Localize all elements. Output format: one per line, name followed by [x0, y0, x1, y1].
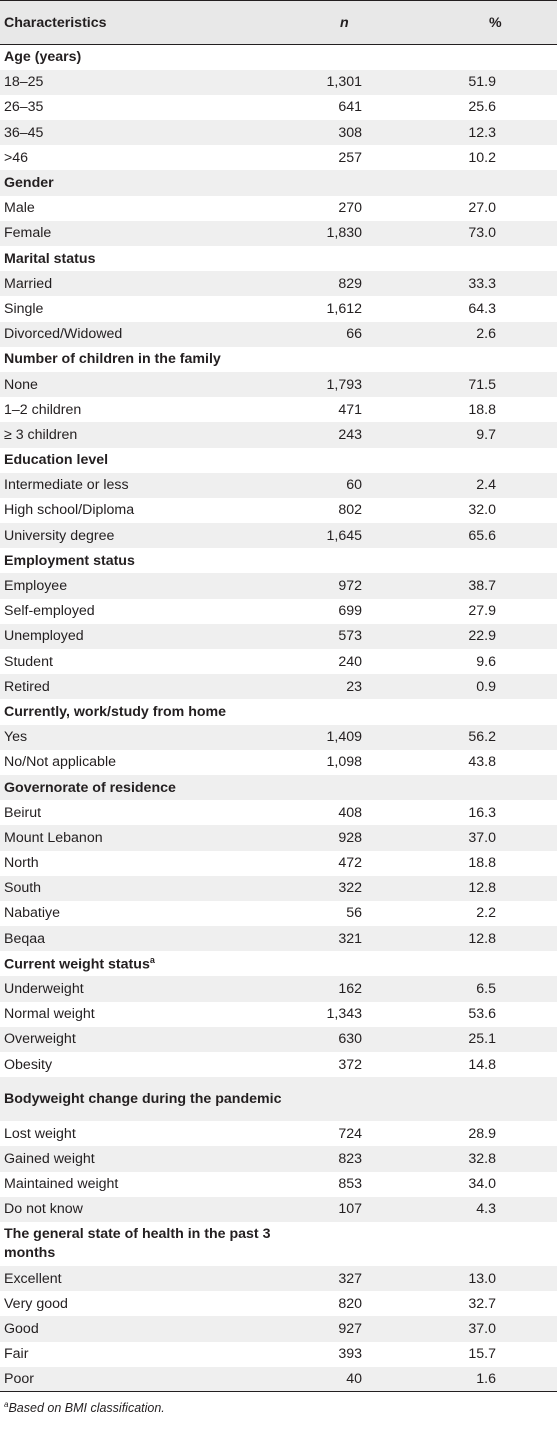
row-label: University degree [4, 527, 115, 544]
row-n-value: 1,301 [326, 74, 362, 91]
row-n-value: 23 [346, 678, 362, 695]
row-label: Employee [4, 578, 68, 595]
row-n-cell [300, 397, 420, 422]
row-percent-cell [420, 498, 557, 523]
row-percent-cell [420, 271, 557, 296]
row-n-cell [300, 271, 420, 296]
table-row [0, 322, 557, 347]
table-row [0, 1172, 557, 1197]
row-n-cell [300, 1172, 420, 1197]
row-percent-value: 6.5 [476, 981, 496, 998]
row-n-value: 257 [338, 149, 362, 166]
row-label: Obesity [4, 1056, 53, 1073]
row-percent-value: 0.9 [476, 678, 496, 695]
table-header-row [0, 1, 557, 45]
section-header-row [0, 1077, 557, 1121]
section-header-row [0, 951, 557, 976]
row-percent-cell [420, 725, 557, 750]
row-n-cell [300, 876, 420, 901]
table-row [0, 120, 557, 145]
row-label: 18–25 [4, 74, 44, 91]
row-n-cell [300, 649, 420, 674]
row-n-cell [300, 498, 420, 523]
row-percent-value: 1.6 [476, 1371, 496, 1388]
row-percent-value: 32.8 [468, 1150, 496, 1167]
row-n-cell [300, 1197, 420, 1222]
table-row [0, 1291, 557, 1316]
section-header-row [0, 45, 557, 70]
row-percent-cell [420, 422, 557, 447]
row-percent-value: 34.0 [468, 1176, 496, 1193]
row-n-value: 270 [338, 200, 362, 217]
row-percent-cell [420, 120, 557, 145]
row-n-value: 372 [338, 1056, 362, 1073]
row-n-cell [300, 750, 420, 775]
row-label: 26–35 [4, 99, 44, 116]
header-characteristics: Characteristics [0, 1, 300, 45]
row-n-value: 823 [338, 1150, 362, 1167]
row-label: 36–45 [4, 124, 44, 141]
table-row [0, 573, 557, 598]
row-label: Divorced/Widowed [4, 326, 123, 343]
row-n-value: 829 [338, 275, 362, 292]
row-percent-cell [420, 1197, 557, 1222]
table-row [0, 926, 557, 951]
row-n-cell [300, 1342, 420, 1367]
row-percent-cell [420, 624, 557, 649]
row-percent-cell [420, 825, 557, 850]
footnote-marker: a [149, 954, 155, 965]
row-percent-value: 2.4 [476, 477, 496, 494]
row-n-cell [300, 196, 420, 221]
row-percent-value: 56.2 [468, 729, 496, 746]
row-label: Retired [4, 678, 50, 695]
row-n-value: 1,793 [326, 376, 362, 393]
empty-cell [300, 1077, 420, 1121]
row-n-value: 408 [338, 804, 362, 821]
row-n-cell [300, 624, 420, 649]
row-percent-value: 32.7 [468, 1295, 496, 1312]
row-label: Self-employed [4, 603, 95, 620]
row-percent-value: 65.6 [468, 527, 496, 544]
section-header-row [0, 1222, 557, 1266]
table-row [0, 800, 557, 825]
row-n-cell [300, 1052, 420, 1077]
row-n-cell [300, 523, 420, 548]
section-title-text: Education level [4, 452, 109, 469]
row-percent-cell [420, 322, 557, 347]
section-title [0, 951, 557, 976]
row-percent-cell [420, 674, 557, 699]
row-percent-value: 51.9 [468, 74, 496, 91]
row-percent-cell [420, 1266, 557, 1291]
table-row [0, 1002, 557, 1027]
section-header-row [0, 170, 557, 195]
row-percent-cell [420, 523, 557, 548]
row-n-cell [300, 901, 420, 926]
row-n-value: 472 [338, 855, 362, 872]
footnote-marker: a [4, 1400, 9, 1410]
table-row [0, 1121, 557, 1146]
row-percent-cell [420, 473, 557, 498]
row-label: Beirut [4, 804, 42, 821]
row-percent-value: 27.9 [468, 603, 496, 620]
row-label: Female [4, 225, 52, 242]
row-label: ≥ 3 children [4, 426, 78, 443]
row-percent-value: 37.0 [468, 1320, 496, 1337]
row-n-cell [300, 851, 420, 876]
row-n-cell [300, 599, 420, 624]
row-label: Good [4, 1320, 39, 1337]
row-label: No/Not applicable [4, 754, 116, 771]
section-title [0, 448, 557, 473]
row-percent-cell [420, 573, 557, 598]
row-n-value: 1,830 [326, 225, 362, 242]
section-title [0, 548, 557, 573]
row-n-value: 1,612 [326, 300, 362, 317]
row-percent-value: 32.0 [468, 502, 496, 519]
table-footnote [0, 1392, 557, 1415]
row-n-value: 240 [338, 653, 362, 670]
row-n-cell [300, 145, 420, 170]
row-percent-cell [420, 1367, 557, 1392]
row-label: 1–2 children [4, 401, 82, 418]
row-percent-cell [420, 1342, 557, 1367]
row-n-cell [300, 1002, 420, 1027]
section-title [0, 170, 557, 195]
row-percent-value: 71.5 [468, 376, 496, 393]
section-title-text: Governorate of residence [4, 779, 176, 796]
row-n-value: 308 [338, 124, 362, 141]
row-n-cell [300, 1316, 420, 1341]
row-percent-value: 12.3 [468, 124, 496, 141]
row-label: Fair [4, 1346, 29, 1363]
row-percent-cell [420, 221, 557, 246]
row-percent-value: 22.9 [468, 628, 496, 645]
section-title-text: Age (years) [4, 49, 82, 66]
row-percent-value: 37.0 [468, 829, 496, 846]
row-percent-value: 53.6 [468, 1006, 496, 1023]
row-n-value: 40 [346, 1371, 362, 1388]
row-n-value: 243 [338, 426, 362, 443]
row-label: Excellent [4, 1270, 62, 1287]
table-row [0, 876, 557, 901]
table-row [0, 145, 557, 170]
header-percent: % [420, 1, 557, 45]
row-percent-value: 73.0 [468, 225, 496, 242]
row-label: Married [4, 275, 53, 292]
table-row [0, 674, 557, 699]
row-label: Normal weight [4, 1006, 95, 1023]
row-percent-cell [420, 750, 557, 775]
row-n-cell [300, 1146, 420, 1171]
row-percent-cell [420, 926, 557, 951]
table-row [0, 1266, 557, 1291]
row-n-cell [300, 825, 420, 850]
row-n-cell [300, 1291, 420, 1316]
row-n-value: 321 [338, 930, 362, 947]
row-label: High school/Diploma [4, 502, 135, 519]
row-percent-cell [420, 599, 557, 624]
row-label: Yes [4, 729, 28, 746]
row-n-cell [300, 976, 420, 1001]
table-row [0, 372, 557, 397]
row-percent-cell [420, 976, 557, 1001]
section-title [0, 775, 557, 800]
row-n-value: 928 [338, 829, 362, 846]
row-percent-cell [420, 876, 557, 901]
row-percent-cell [420, 196, 557, 221]
row-n-cell [300, 422, 420, 447]
table-row [0, 976, 557, 1001]
row-n-value: 630 [338, 1031, 362, 1048]
row-label: Unemployed [4, 628, 84, 645]
row-percent-value: 4.3 [476, 1201, 496, 1218]
row-n-value: 107 [338, 1201, 362, 1218]
table-row [0, 523, 557, 548]
row-n-value: 1,098 [326, 754, 362, 771]
row-n-value: 322 [338, 880, 362, 897]
row-percent-cell [420, 296, 557, 321]
table-row [0, 725, 557, 750]
row-n-value: 853 [338, 1176, 362, 1193]
table-row [0, 1052, 557, 1077]
row-n-value: 927 [338, 1320, 362, 1337]
row-percent-value: 15.7 [468, 1346, 496, 1363]
row-n-value: 724 [338, 1125, 362, 1142]
row-percent-value: 9.6 [476, 653, 496, 670]
section-title [0, 699, 557, 724]
table-body [0, 45, 557, 1392]
row-percent-value: 33.3 [468, 275, 496, 292]
row-percent-value: 12.8 [468, 930, 496, 947]
row-percent-cell [420, 1316, 557, 1341]
row-label: Mount Lebanon [4, 829, 103, 846]
row-percent-value: 12.8 [468, 880, 496, 897]
row-percent-value: 25.1 [468, 1031, 496, 1048]
row-percent-value: 9.7 [476, 426, 496, 443]
table-row [0, 1197, 557, 1222]
row-percent-value: 64.3 [468, 300, 496, 317]
table-row [0, 649, 557, 674]
empty-cell [300, 1222, 420, 1266]
table-row [0, 599, 557, 624]
row-n-cell [300, 70, 420, 95]
row-n-value: 699 [338, 603, 362, 620]
table-row [0, 901, 557, 926]
row-n-cell [300, 296, 420, 321]
row-label: Gained weight [4, 1150, 95, 1167]
section-title [0, 1077, 300, 1121]
table-row [0, 825, 557, 850]
row-n-cell [300, 1266, 420, 1291]
row-n-value: 1,343 [326, 1006, 362, 1023]
row-percent-cell [420, 851, 557, 876]
row-percent-value: 18.8 [468, 401, 496, 418]
row-n-cell [300, 95, 420, 120]
table-row [0, 296, 557, 321]
section-title-text: Number of children in the family [4, 351, 221, 368]
section-header-row [0, 548, 557, 573]
row-n-cell [300, 1121, 420, 1146]
row-label: Overweight [4, 1031, 76, 1048]
row-label: Do not know [4, 1201, 83, 1218]
table-row [0, 1367, 557, 1392]
row-percent-cell [420, 901, 557, 926]
table-row [0, 1146, 557, 1171]
row-n-value: 573 [338, 628, 362, 645]
row-percent-value: 28.9 [468, 1125, 496, 1142]
row-percent-cell [420, 1172, 557, 1197]
row-n-cell [300, 926, 420, 951]
table-row [0, 221, 557, 246]
row-label: None [4, 376, 38, 393]
row-percent-cell [420, 1146, 557, 1171]
row-percent-cell [420, 372, 557, 397]
section-header-row [0, 347, 557, 372]
row-n-cell [300, 372, 420, 397]
table-row [0, 473, 557, 498]
table-row [0, 1342, 557, 1367]
table-row [0, 750, 557, 775]
table-row [0, 397, 557, 422]
row-percent-cell [420, 145, 557, 170]
table-row [0, 1027, 557, 1052]
header-n: n [300, 1, 420, 45]
row-label: Poor [0, 1367, 300, 1392]
row-n-cell [300, 1367, 420, 1392]
table-row [0, 851, 557, 876]
row-label: Single [4, 300, 44, 317]
row-label: Underweight [4, 981, 84, 998]
row-percent-value: 2.2 [476, 905, 496, 922]
row-percent-value: 25.6 [468, 99, 496, 116]
row-n-value: 641 [338, 99, 362, 116]
row-label: Male [4, 200, 35, 217]
row-label: South [4, 880, 42, 897]
row-n-cell [300, 221, 420, 246]
row-percent-cell [420, 1291, 557, 1316]
empty-cell [420, 1077, 557, 1121]
row-label: Maintained weight [4, 1176, 119, 1193]
row-n-value: 56 [346, 905, 362, 922]
empty-cell [420, 1222, 557, 1266]
row-n-value: 327 [338, 1270, 362, 1287]
row-n-cell [300, 120, 420, 145]
row-n-value: 1,409 [326, 729, 362, 746]
table-row [0, 271, 557, 296]
table-row [0, 624, 557, 649]
section-header-row [0, 246, 557, 271]
row-percent-value: 18.8 [468, 855, 496, 872]
row-label: Intermediate or less [4, 477, 129, 494]
table-row [0, 70, 557, 95]
section-title-text: Current weight status [4, 956, 150, 973]
footnote-text: Based on BMI classification. [8, 1401, 165, 1416]
section-title-text: Marital status [4, 250, 96, 267]
row-n-cell [300, 573, 420, 598]
row-label: Student [4, 653, 53, 670]
row-percent-cell [420, 397, 557, 422]
section-header-row [0, 775, 557, 800]
row-percent-cell [420, 1052, 557, 1077]
row-n-cell [300, 800, 420, 825]
row-percent-cell [420, 800, 557, 825]
table-row [0, 95, 557, 120]
row-percent-value: 16.3 [468, 804, 496, 821]
row-percent-cell [420, 95, 557, 120]
row-percent-value: 2.6 [476, 326, 496, 343]
row-n-value: 162 [338, 981, 362, 998]
row-n-value: 60 [346, 477, 362, 494]
table-row [0, 1316, 557, 1341]
row-percent-value: 14.8 [468, 1056, 496, 1073]
row-label: Very good [4, 1295, 68, 1312]
row-n-value: 1,645 [326, 527, 362, 544]
row-label: North [4, 855, 39, 872]
section-title-text: Currently, work/study from home [4, 703, 227, 720]
row-n-value: 66 [346, 326, 362, 343]
row-percent-value: 10.2 [468, 149, 496, 166]
row-label: >46 [4, 149, 29, 166]
row-n-cell [300, 322, 420, 347]
row-n-value: 393 [338, 1346, 362, 1363]
table-row [0, 422, 557, 447]
section-title-text: The general state of health in the past 3 months [4, 1225, 271, 1261]
row-label: Nabatiye [4, 905, 60, 922]
section-title [0, 1222, 300, 1266]
row-n-value: 972 [338, 578, 362, 595]
section-header-row [0, 699, 557, 724]
row-percent-value: 13.0 [468, 1270, 496, 1287]
row-percent-cell [420, 1027, 557, 1052]
section-title-text: Bodyweight change during the pandemic [4, 1090, 282, 1107]
row-percent-value: 38.7 [468, 578, 496, 595]
row-percent-value: 43.8 [468, 754, 496, 771]
row-percent-cell [420, 1002, 557, 1027]
section-header-row [0, 448, 557, 473]
section-title [0, 347, 557, 372]
row-n-cell [300, 725, 420, 750]
row-percent-value: 27.0 [468, 200, 496, 217]
section-title-text: Gender [4, 175, 54, 192]
row-n-value: 802 [338, 502, 362, 519]
table-row [0, 498, 557, 523]
row-n-cell [300, 473, 420, 498]
section-title-text: Employment status [4, 552, 135, 569]
section-title [0, 246, 557, 271]
row-n-cell [300, 1027, 420, 1052]
row-percent-cell [420, 70, 557, 95]
table-row [0, 196, 557, 221]
row-percent-cell [420, 1121, 557, 1146]
row-n-value: 820 [338, 1295, 362, 1312]
row-percent-cell [420, 649, 557, 674]
row-label: Beqaa [4, 930, 46, 947]
section-title [0, 45, 557, 70]
row-label: Lost weight [4, 1125, 76, 1142]
row-n-value: 471 [338, 401, 362, 418]
row-n-cell [300, 674, 420, 699]
